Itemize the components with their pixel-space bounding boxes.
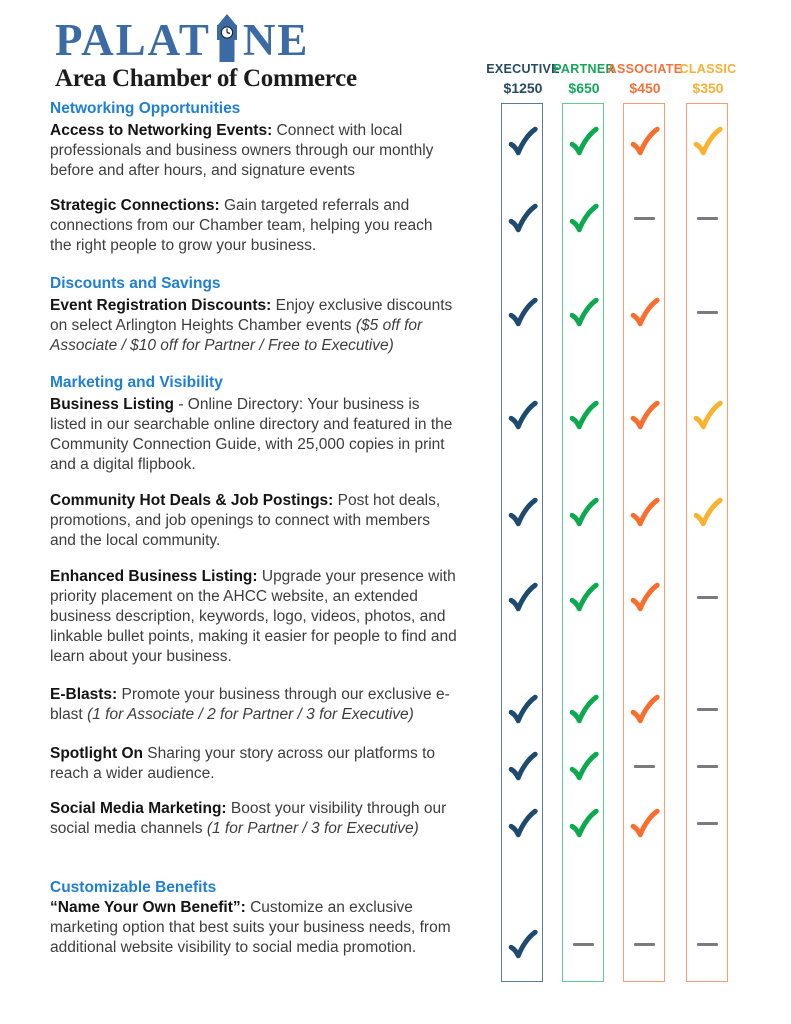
dash-icon: [623, 926, 665, 962]
benefit-desc: Customize an exclusive marketing option that best suits your business needs, from additional website visibility to social media promotion.: [50, 899, 451, 956]
section-heading-marketing: Marketing and Visibility: [50, 374, 223, 391]
benefit-title: Event Registration Discounts:: [50, 297, 272, 314]
benefit-italic-note: ($5 off for Associate / $10 off for Partner / Free to Executive): [50, 317, 423, 354]
plan-name: CLASSIC: [679, 62, 737, 76]
benefit-title: “Name Your Own Benefit”:: [50, 899, 246, 916]
benefit-desc: Promote your business through our exclusive e-blast: [50, 686, 450, 723]
benefit-title: Access to Networking Events:: [50, 122, 273, 139]
dash-icon: [623, 200, 665, 236]
benefit-checks-row: [0, 926, 791, 962]
dash-icon: [686, 805, 728, 841]
benefit-title: Social Media Marketing:: [50, 800, 227, 817]
plan-name: EXECUTIVE: [486, 62, 560, 76]
benefit-checks-row: [0, 200, 791, 236]
benefit-desc: - Online Directory: Your business is listed in our searchable online directory and featured in the Community Connection Guide, with 25,000 copies in print and a digital flipbook.: [50, 396, 453, 473]
check-icon: [686, 123, 728, 159]
check-icon: [623, 691, 665, 727]
benefit-checks-row: [0, 494, 791, 530]
benefit-desc: Gain targeted referrals and connections from our Chamber team, helping you reach the right people to grow your business.: [50, 197, 433, 254]
check-icon: [562, 748, 604, 784]
check-icon: [562, 691, 604, 727]
dash-icon: [686, 748, 728, 784]
benefit-checks-row: [0, 397, 791, 433]
plan-header-classic: [662, 63, 754, 96]
logo-subtitle: Area Chamber of Commerce: [55, 65, 357, 92]
check-icon: [501, 805, 543, 841]
benefit-title: E-Blasts:: [50, 686, 118, 703]
check-icon: [623, 294, 665, 330]
benefit-desc: Upgrade your presence with priority placement on the AHCC website, an extended business description, keywords, logo, videos, photos, and linkable bullet points, making it easier for people to find and learn about your business.: [50, 568, 457, 665]
benefit-checks-row: [0, 748, 791, 784]
logo-text-left: PALAT: [55, 15, 211, 65]
check-icon: [501, 691, 543, 727]
plan-name: ASSOCIATE: [607, 62, 683, 76]
check-icon: [623, 123, 665, 159]
check-icon: [562, 123, 604, 159]
benefit-checks-row: [0, 579, 791, 615]
check-icon: [501, 294, 543, 330]
benefit-checks-row: [0, 294, 791, 330]
benefit-desc: Post hot deals, promotions, and job openings to connect with members and the local community.: [50, 492, 441, 549]
benefit-title: Enhanced Business Listing:: [50, 568, 258, 585]
dash-icon: [686, 294, 728, 330]
section-heading-networking: Networking Opportunities: [50, 100, 241, 117]
logo-wordmark: [55, 14, 357, 63]
plan-price: $450: [629, 80, 661, 96]
logo-text-right: NE: [242, 15, 310, 65]
benefit-desc: Sharing your story across our platforms to reach a wider audience.: [50, 745, 436, 782]
check-icon: [562, 579, 604, 615]
check-icon: [623, 494, 665, 530]
benefit-desc: Boost your visibility through our social media channels: [50, 800, 447, 837]
benefit-italic-note: (1 for Partner / 3 for Executive): [206, 820, 419, 837]
dash-icon: [623, 748, 665, 784]
plan-price: $350: [692, 80, 724, 96]
section-heading-discounts: Discounts and Savings: [50, 275, 221, 292]
dash-icon: [686, 579, 728, 615]
check-icon: [686, 494, 728, 530]
plan-price: $650: [568, 80, 600, 96]
dash-icon: [686, 926, 728, 962]
check-icon: [501, 579, 543, 615]
benefit-title: Business Listing: [50, 396, 175, 413]
benefit-desc: Enjoy exclusive discounts on select Arlington Heights Chamber events: [50, 297, 453, 334]
dash-icon: [562, 926, 604, 962]
benefit-italic-note: (1 for Associate / 2 for Partner / 3 for Executive): [87, 706, 414, 723]
benefit-checks-row: [0, 691, 791, 727]
check-icon: [562, 494, 604, 530]
section-heading-customizable: Customizable Benefits: [50, 879, 217, 896]
dash-icon: [686, 691, 728, 727]
check-icon: [562, 294, 604, 330]
plan-name: PARTNER: [553, 62, 615, 76]
benefit-title: Spotlight On: [50, 745, 143, 762]
chamber-logo: [55, 14, 357, 93]
check-icon: [501, 748, 543, 784]
dash-icon: [686, 200, 728, 236]
clock-tower-icon: [214, 14, 240, 62]
benefit-title: Strategic Connections:: [50, 197, 220, 214]
check-icon: [562, 805, 604, 841]
check-icon: [501, 494, 543, 530]
check-icon: [501, 200, 543, 236]
check-icon: [501, 397, 543, 433]
check-icon: [686, 397, 728, 433]
benefit-title: Community Hot Deals & Job Postings:: [50, 492, 334, 509]
check-icon: [623, 579, 665, 615]
check-icon: [501, 926, 543, 962]
check-icon: [623, 805, 665, 841]
check-icon: [562, 200, 604, 236]
check-icon: [623, 397, 665, 433]
plan-price: $1250: [503, 80, 543, 96]
benefit-desc: Connect with local professionals and business owners through our monthly before and after hours, and signature events: [50, 122, 434, 179]
benefit-checks-row: [0, 123, 791, 159]
benefit-checks-row: [0, 805, 791, 841]
check-icon: [562, 397, 604, 433]
check-icon: [501, 123, 543, 159]
